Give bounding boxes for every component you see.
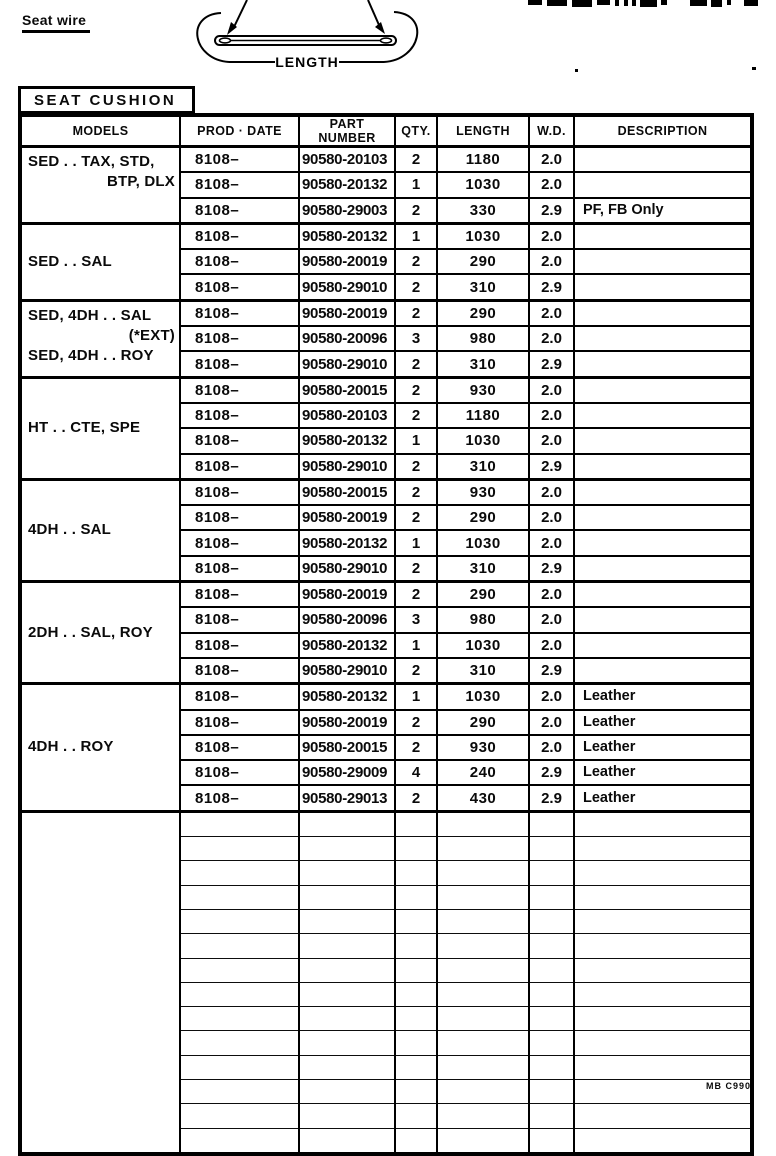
cell-length: 310	[437, 274, 529, 300]
cell-length: 330	[437, 198, 529, 224]
length-label: LENGTH	[275, 54, 339, 70]
empty-cell-description	[574, 909, 752, 933]
empty-cell-prod-date	[180, 811, 299, 836]
table-row	[20, 147, 752, 173]
empty-cell-part-number	[299, 1031, 395, 1055]
cell-part-number: 90580-20019	[299, 300, 395, 326]
empty-cell-qty	[395, 1007, 437, 1031]
cell-wd: 2.0	[529, 479, 574, 505]
empty-cell-description	[574, 837, 752, 861]
cell-part-number: 90580-20132	[299, 633, 395, 658]
cell-prod-date: 8108–	[180, 479, 299, 505]
cell-qty: 2	[395, 454, 437, 480]
cell-qty: 1	[395, 172, 437, 197]
cell-description	[574, 326, 752, 351]
cell-qty: 2	[395, 274, 437, 300]
cell-length: 1030	[437, 684, 529, 710]
cell-qty: 2	[395, 198, 437, 224]
empty-cell-qty	[395, 811, 437, 836]
model-cell	[20, 223, 180, 300]
cell-length: 240	[437, 760, 529, 785]
table-row	[20, 582, 752, 608]
cell-wd: 2.0	[529, 607, 574, 632]
cell-wd: 2.0	[529, 530, 574, 555]
cell-description	[574, 351, 752, 377]
empty-cell-length	[437, 837, 529, 861]
cell-prod-date: 8108–	[180, 582, 299, 608]
column-header-length: LENGTH	[437, 115, 529, 147]
cell-length: 310	[437, 454, 529, 480]
empty-cell-part-number	[299, 885, 395, 909]
cell-description	[574, 403, 752, 428]
cell-prod-date: 8108–	[180, 607, 299, 632]
empty-cell-part-number	[299, 1079, 395, 1103]
cell-prod-date: 8108–	[180, 198, 299, 224]
cell-wd: 2.9	[529, 760, 574, 785]
cell-qty: 2	[395, 479, 437, 505]
cell-length: 290	[437, 582, 529, 608]
cell-prod-date: 8108–	[180, 274, 299, 300]
cell-length: 1030	[437, 223, 529, 249]
cell-description: Leather	[574, 760, 752, 785]
empty-cell-part-number	[299, 1128, 395, 1154]
cell-wd: 2.0	[529, 172, 574, 197]
empty-cell-prod-date	[180, 934, 299, 958]
empty-cell-length	[437, 885, 529, 909]
cell-wd: 2.0	[529, 300, 574, 326]
cell-qty: 2	[395, 147, 437, 173]
column-header-prod-date: PROD · DATE	[180, 115, 299, 147]
empty-cell-prod-date	[180, 1104, 299, 1128]
cell-part-number: 90580-20019	[299, 582, 395, 608]
cell-prod-date: 8108–	[180, 505, 299, 530]
cell-description	[574, 300, 752, 326]
cell-description	[574, 454, 752, 480]
empty-cell-description	[574, 1055, 752, 1079]
empty-cell-prod-date	[180, 1031, 299, 1055]
cell-length: 930	[437, 479, 529, 505]
cell-prod-date: 8108–	[180, 530, 299, 555]
cell-part-number: 90580-20132	[299, 530, 395, 555]
cell-description	[574, 505, 752, 530]
model-cell	[20, 377, 180, 479]
cell-part-number: 90580-20132	[299, 428, 395, 453]
cell-prod-date: 8108–	[180, 684, 299, 710]
cell-qty: 1	[395, 223, 437, 249]
cell-part-number: 90580-29013	[299, 785, 395, 811]
model-line: 2DH . . SAL, ROY	[28, 623, 153, 641]
empty-cell-prod-date	[180, 1079, 299, 1103]
model-cell	[20, 582, 180, 684]
cell-part-number: 90580-29010	[299, 556, 395, 582]
cell-prod-date: 8108–	[180, 658, 299, 684]
cell-qty: 3	[395, 326, 437, 351]
model-line: 4DH . . SAL	[28, 521, 112, 539]
empty-cell-length	[437, 1031, 529, 1055]
cell-qty: 3	[395, 607, 437, 632]
model-line: SED, 4DH . . ROY	[28, 346, 154, 364]
cell-part-number: 90580-20096	[299, 607, 395, 632]
empty-cell-description	[574, 1007, 752, 1031]
cell-part-number: 90580-29010	[299, 454, 395, 480]
cell-wd: 2.0	[529, 249, 574, 274]
table-row	[20, 300, 752, 326]
cell-prod-date: 8108–	[180, 147, 299, 173]
empty-cell-wd	[529, 934, 574, 958]
cell-qty: 1	[395, 530, 437, 555]
cell-part-number: 90580-29010	[299, 658, 395, 684]
cell-description: Leather	[574, 684, 752, 710]
column-header-models: MODELS	[20, 115, 180, 147]
empty-cell-qty	[395, 1128, 437, 1154]
cell-wd: 2.0	[529, 735, 574, 760]
cell-part-number: 90580-29010	[299, 351, 395, 377]
empty-cell-part-number	[299, 934, 395, 958]
cell-wd: 2.9	[529, 274, 574, 300]
column-header-part-number: PART NUMBER	[299, 115, 395, 147]
empty-cell-part-number	[299, 982, 395, 1006]
cell-description	[574, 428, 752, 453]
model-cell	[20, 147, 180, 224]
cell-qty: 2	[395, 785, 437, 811]
empty-cell-prod-date	[180, 909, 299, 933]
empty-cell-description	[574, 958, 752, 982]
cell-length: 1030	[437, 428, 529, 453]
cell-wd: 2.0	[529, 326, 574, 351]
cell-qty: 2	[395, 658, 437, 684]
cell-part-number: 90580-20103	[299, 403, 395, 428]
table-title: SEAT CUSHION	[18, 86, 195, 114]
empty-cell-wd	[529, 1031, 574, 1055]
cell-wd: 2.0	[529, 633, 574, 658]
cell-length: 290	[437, 300, 529, 326]
cell-wd: 2.0	[529, 377, 574, 403]
empty-cell-part-number	[299, 1007, 395, 1031]
cell-prod-date: 8108–	[180, 710, 299, 735]
empty-cell-qty	[395, 982, 437, 1006]
cell-wd: 2.0	[529, 505, 574, 530]
empty-cell-prod-date	[180, 958, 299, 982]
cell-wd: 2.0	[529, 710, 574, 735]
empty-cell-part-number	[299, 958, 395, 982]
cell-description: Leather	[574, 735, 752, 760]
cell-length: 1030	[437, 633, 529, 658]
empty-cell-qty	[395, 885, 437, 909]
empty-cell-qty	[395, 1031, 437, 1055]
cell-part-number: 90580-20103	[299, 147, 395, 173]
cell-part-number: 90580-20015	[299, 735, 395, 760]
empty-cell-length	[437, 1007, 529, 1031]
parts-table-wrap	[18, 113, 754, 1156]
cell-prod-date: 8108–	[180, 249, 299, 274]
empty-cell-qty	[395, 958, 437, 982]
empty-cell-prod-date	[180, 1007, 299, 1031]
cell-length: 430	[437, 785, 529, 811]
cell-description	[574, 530, 752, 555]
cell-qty: 2	[395, 556, 437, 582]
empty-cell-qty	[395, 861, 437, 885]
cell-qty: 2	[395, 735, 437, 760]
cell-wd: 2.0	[529, 428, 574, 453]
wire-drawing-icon	[183, 0, 435, 86]
cell-qty: 1	[395, 684, 437, 710]
cell-part-number: 90580-20132	[299, 684, 395, 710]
model-line: (*EXT)	[128, 326, 175, 344]
cell-length: 290	[437, 710, 529, 735]
empty-cell-wd	[529, 811, 574, 836]
cell-length: 980	[437, 326, 529, 351]
cell-length: 1180	[437, 403, 529, 428]
cell-wd: 2.0	[529, 147, 574, 173]
cell-wd: 2.9	[529, 658, 574, 684]
cell-wd: 2.9	[529, 198, 574, 224]
cell-qty: 2	[395, 249, 437, 274]
empty-cell-qty	[395, 1079, 437, 1103]
empty-cell-description	[574, 885, 752, 909]
empty-cell-part-number	[299, 1104, 395, 1128]
cell-qty: 2	[395, 710, 437, 735]
cell-qty: 2	[395, 300, 437, 326]
empty-cell-length	[437, 958, 529, 982]
model-line: BTP, DLX	[106, 173, 175, 190]
cell-wd: 2.9	[529, 556, 574, 582]
cell-description: Leather	[574, 785, 752, 811]
empty-cell-length	[437, 811, 529, 836]
cell-length: 1030	[437, 530, 529, 555]
cell-length: 1030	[437, 172, 529, 197]
cell-qty: 1	[395, 428, 437, 453]
empty-cell-part-number	[299, 909, 395, 933]
empty-cell-qty	[395, 1055, 437, 1079]
cell-prod-date: 8108–	[180, 403, 299, 428]
empty-cell-qty	[395, 837, 437, 861]
empty-cell-wd	[529, 1104, 574, 1128]
cell-description	[574, 147, 752, 173]
cell-qty: 2	[395, 505, 437, 530]
empty-cell-description	[574, 861, 752, 885]
model-cell	[20, 684, 180, 811]
cell-wd: 2.0	[529, 223, 574, 249]
cell-description: PF, FB Only	[574, 198, 752, 224]
empty-cell-length	[437, 1055, 529, 1079]
cell-qty: 2	[395, 351, 437, 377]
cell-description: Leather	[574, 710, 752, 735]
table-header-row	[20, 115, 752, 147]
table-row	[20, 377, 752, 403]
empty-cell-description	[574, 1031, 752, 1055]
empty-cell-length	[437, 934, 529, 958]
header-row	[20, 115, 752, 147]
empty-cell-wd	[529, 982, 574, 1006]
empty-cell-length	[437, 1104, 529, 1128]
cell-prod-date: 8108–	[180, 785, 299, 811]
empty-cell-wd	[529, 909, 574, 933]
cell-prod-date: 8108–	[180, 556, 299, 582]
empty-cell-prod-date	[180, 982, 299, 1006]
cell-part-number: 90580-20015	[299, 479, 395, 505]
section-label: Seat wire	[22, 12, 90, 33]
empty-cell-prod-date	[180, 837, 299, 861]
cell-prod-date: 8108–	[180, 326, 299, 351]
cell-prod-date: 8108–	[180, 223, 299, 249]
cell-prod-date: 8108–	[180, 351, 299, 377]
cell-description	[574, 274, 752, 300]
cell-description	[574, 556, 752, 582]
column-header-qty: QTY.	[395, 115, 437, 147]
cell-description	[574, 479, 752, 505]
cell-description	[574, 582, 752, 608]
empty-cell-description	[574, 1104, 752, 1128]
cell-prod-date: 8108–	[180, 760, 299, 785]
empty-cell-length	[437, 1079, 529, 1103]
cell-part-number: 90580-20019	[299, 505, 395, 530]
cell-prod-date: 8108–	[180, 172, 299, 197]
model-line: SED . . SAL	[28, 252, 112, 270]
empty-cell-wd	[529, 1128, 574, 1154]
cell-qty: 4	[395, 760, 437, 785]
cell-prod-date: 8108–	[180, 300, 299, 326]
seat-wire-diagram	[183, 0, 435, 86]
empty-cell-part-number	[299, 861, 395, 885]
cell-prod-date: 8108–	[180, 428, 299, 453]
cell-prod-date: 8108–	[180, 633, 299, 658]
parts-table	[18, 113, 754, 1156]
empty-table-row	[20, 811, 752, 836]
empty-cell-qty	[395, 909, 437, 933]
cell-prod-date: 8108–	[180, 377, 299, 403]
cell-description	[574, 223, 752, 249]
column-header-description: DESCRIPTION	[574, 115, 752, 147]
empty-cell-prod-date	[180, 861, 299, 885]
cell-length: 1180	[437, 147, 529, 173]
model-cell	[20, 479, 180, 581]
cell-wd: 2.0	[529, 582, 574, 608]
empty-cell-description	[574, 1128, 752, 1154]
cell-description	[574, 172, 752, 197]
cell-part-number: 90580-20019	[299, 710, 395, 735]
empty-cell-qty	[395, 1104, 437, 1128]
cell-length: 290	[437, 505, 529, 530]
cell-length: 980	[437, 607, 529, 632]
cell-wd: 2.0	[529, 403, 574, 428]
cell-wd: 2.9	[529, 454, 574, 480]
table-row	[20, 223, 752, 249]
model-line: SED . . TAX, STD,	[28, 153, 155, 170]
model-cell	[20, 300, 180, 377]
empty-cell-prod-date	[180, 1055, 299, 1079]
empty-cell-wd	[529, 861, 574, 885]
model-cell-empty	[20, 811, 180, 1154]
cell-description	[574, 377, 752, 403]
empty-cell-wd	[529, 1055, 574, 1079]
cell-prod-date: 8108–	[180, 735, 299, 760]
cell-prod-date: 8108–	[180, 454, 299, 480]
empty-cell-description	[574, 982, 752, 1006]
empty-cell-wd	[529, 885, 574, 909]
cell-qty: 2	[395, 403, 437, 428]
cell-length: 930	[437, 377, 529, 403]
cell-length: 310	[437, 658, 529, 684]
cell-wd: 2.9	[529, 785, 574, 811]
empty-cell-description	[574, 934, 752, 958]
cell-wd: 2.9	[529, 351, 574, 377]
model-line: 4DH . . ROY	[28, 738, 114, 756]
empty-cell-wd	[529, 1007, 574, 1031]
table-row	[20, 684, 752, 710]
empty-cell-length	[437, 1128, 529, 1154]
column-header-wd: W.D.	[529, 115, 574, 147]
cell-description	[574, 633, 752, 658]
footer-code: MB C990	[706, 1081, 752, 1091]
model-line: HT . . CTE, SPE	[28, 419, 141, 437]
cell-length: 310	[437, 351, 529, 377]
cell-description	[574, 658, 752, 684]
cell-qty: 1	[395, 633, 437, 658]
cell-part-number: 90580-20132	[299, 223, 395, 249]
empty-cell-wd	[529, 837, 574, 861]
empty-cell-qty	[395, 934, 437, 958]
cell-part-number: 90580-20096	[299, 326, 395, 351]
cell-description	[574, 249, 752, 274]
cell-length: 930	[437, 735, 529, 760]
empty-cell-part-number	[299, 837, 395, 861]
table-body	[20, 147, 752, 1154]
empty-cell-length	[437, 909, 529, 933]
cell-description	[574, 607, 752, 632]
cell-length: 290	[437, 249, 529, 274]
empty-cell-prod-date	[180, 1128, 299, 1154]
table-row	[20, 479, 752, 505]
cell-wd: 2.0	[529, 684, 574, 710]
cell-qty: 2	[395, 582, 437, 608]
empty-cell-description	[574, 811, 752, 836]
empty-cell-part-number	[299, 811, 395, 836]
cell-part-number: 90580-20019	[299, 249, 395, 274]
empty-cell-length	[437, 861, 529, 885]
cell-part-number: 90580-20132	[299, 172, 395, 197]
empty-cell-part-number	[299, 1055, 395, 1079]
cell-part-number: 90580-20015	[299, 377, 395, 403]
cell-part-number: 90580-29009	[299, 760, 395, 785]
cell-length: 310	[437, 556, 529, 582]
empty-cell-wd	[529, 958, 574, 982]
empty-cell-length	[437, 982, 529, 1006]
cell-part-number: 90580-29010	[299, 274, 395, 300]
cell-part-number: 90580-29003	[299, 198, 395, 224]
empty-cell-wd	[529, 1079, 574, 1103]
empty-cell-prod-date	[180, 885, 299, 909]
cell-qty: 2	[395, 377, 437, 403]
model-line: SED, 4DH . . SAL	[28, 306, 152, 324]
